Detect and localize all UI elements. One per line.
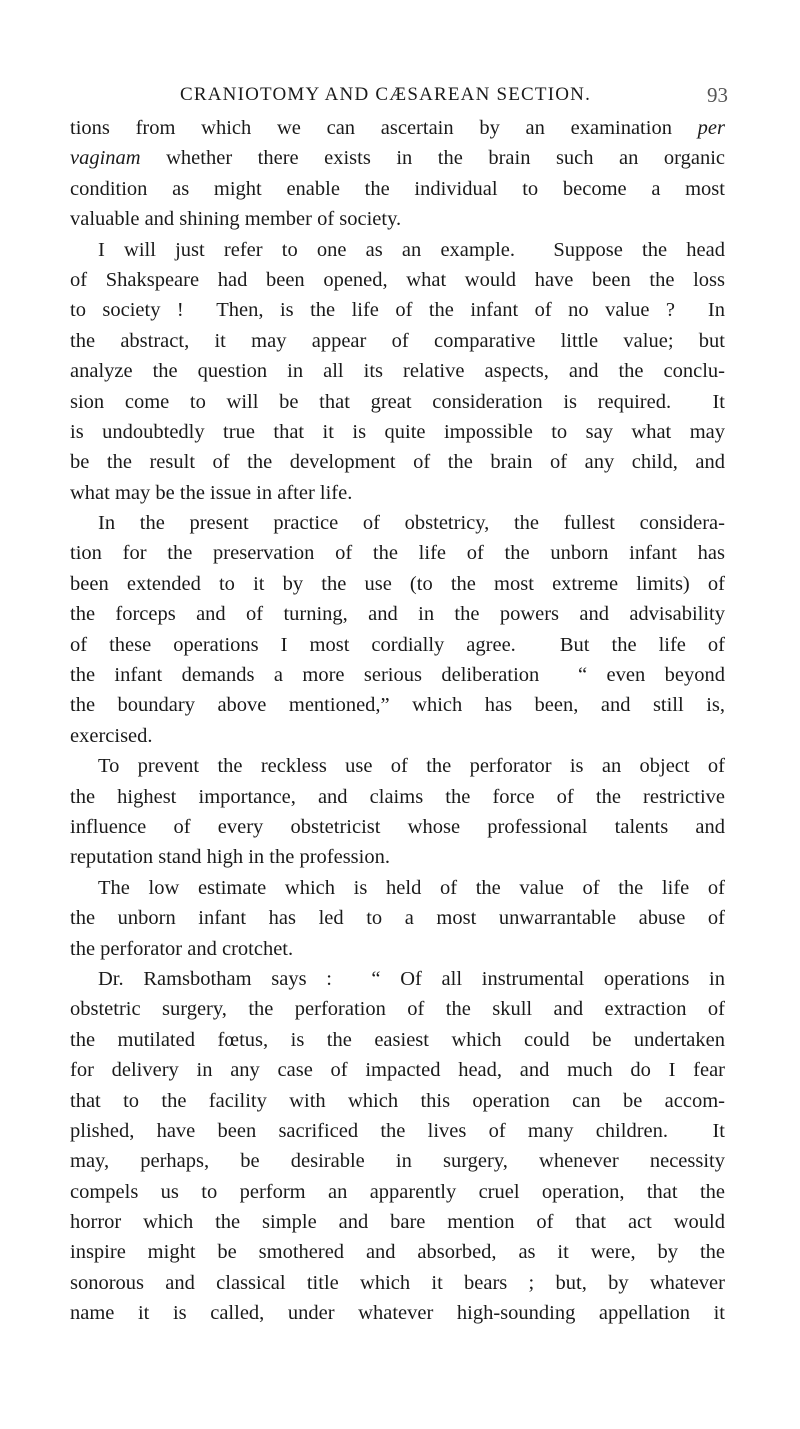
text-line	[70, 538, 725, 568]
text-line	[70, 447, 725, 477]
text-segment: obstetric surgery, the perforation of the skull and extraction of	[70, 998, 725, 1021]
text-segment: condition as might enable the individual to become a most	[70, 177, 725, 200]
text-segment: analyze the question in all its relative aspects, and the conclu-	[70, 360, 725, 383]
text-line	[70, 1207, 725, 1237]
text-segment: of these operations I most cordially agree. But the life of	[70, 633, 725, 656]
text-segment: To prevent the reckless use of the perforator is an object of	[98, 755, 725, 778]
running-head	[0, 80, 800, 110]
text-line	[70, 417, 725, 447]
text-line	[70, 387, 725, 417]
text-segment: In the present practice of obstetricy, the fullest considera-	[98, 512, 725, 535]
text-line	[70, 174, 725, 204]
text-segment: the highest importance, and claims the force of the restrictive	[70, 785, 725, 808]
text-line	[70, 235, 725, 265]
text-segment: the mutilated fœtus, is the easiest which could be undertaken	[70, 1028, 725, 1051]
text-segment: may, perhaps, be desirable in surgery, whenever necessity	[70, 1150, 725, 1173]
text-line	[70, 326, 725, 356]
text-segment: the abstract, it may appear of comparative little value; but	[70, 329, 725, 352]
text-segment: the boundary above mentioned,” which has been, and still is,	[70, 694, 725, 717]
text-segment: tions from which we can ascertain by an examination	[70, 117, 698, 139]
text-segment: the perforator and crotchet.	[70, 937, 294, 960]
italic-text: vaginam	[70, 147, 141, 170]
text-line	[70, 569, 725, 599]
text-segment: is undoubtedly true that it is quite impossible to say what may	[70, 420, 725, 443]
text-segment: the forceps and of turning, and in the powers and advisability	[70, 603, 725, 626]
text-segment: that to the facility with which this operation can be accom-	[70, 1089, 725, 1112]
text-line	[70, 295, 725, 325]
text-segment: whether there exists in the brain such an organic	[140, 147, 725, 170]
text-line	[70, 812, 725, 842]
text-line	[70, 751, 725, 781]
page-number: 93	[707, 83, 728, 107]
text-segment: the unborn infant has led to a most unwarrantable abuse of	[70, 907, 725, 930]
text-segment: plished, have been sacrificed the lives of many children. It	[70, 1119, 725, 1142]
text-segment: I will just refer to one as an example. Suppose the head	[98, 238, 725, 261]
text-line	[70, 356, 725, 386]
text-line	[70, 599, 725, 629]
text-line	[70, 903, 725, 933]
text-line	[70, 143, 725, 173]
text-line	[70, 873, 725, 903]
text-segment: to society ! Then, is the life of the infant of no value ? In	[70, 299, 725, 322]
italic-text: per	[697, 117, 725, 139]
text-line	[70, 690, 725, 720]
text-segment: The low estimate which is held of the value of the life of	[98, 876, 725, 899]
text-segment: tion for the preservation of the life of the unborn infant has	[70, 542, 725, 565]
text-line	[70, 204, 725, 234]
text-segment: Dr. Ramsbotham says : “ Of all instrumental operations in	[98, 967, 725, 990]
text-segment: what may be the issue in after life.	[70, 481, 353, 504]
text-segment: the infant demands a more serious deliberation “ even beyond	[70, 664, 725, 687]
text-line	[70, 1116, 725, 1146]
text-line	[70, 1177, 725, 1207]
text-line	[70, 1055, 725, 1085]
text-segment: sonorous and classical title which it bears ; but, by whatever	[70, 1271, 725, 1294]
text-segment: of Shakspeare had been opened, what would have been the loss	[70, 268, 725, 291]
text-segment: for delivery in any case of impacted head, and much do I fear	[70, 1059, 725, 1082]
text-line	[70, 660, 725, 690]
text-segment: name it is called, under whatever high-sounding appellation it	[70, 1302, 725, 1325]
text-segment: horror which the simple and bare mention of that act would	[70, 1211, 725, 1234]
text-segment: influence of every obstetricist whose professional talents and	[70, 815, 725, 838]
text-line	[70, 994, 725, 1024]
text-line	[70, 964, 725, 994]
text-line	[70, 721, 725, 751]
text-segment: valuable and shining member of society.	[70, 208, 402, 231]
text-line	[70, 1237, 725, 1267]
text-segment: compels us to perform an apparently cruel operation, that the	[70, 1180, 725, 1203]
text-segment: be the result of the development of the brain of any child, and	[70, 451, 725, 474]
running-title: CRANIOTOMY AND CÆSAREAN SECTION.	[180, 84, 592, 105]
text-line	[70, 265, 725, 295]
text-segment: exercised.	[70, 724, 153, 747]
text-line	[70, 934, 725, 964]
text-line	[70, 1298, 725, 1328]
text-segment: sion come to will be that great consideration is required. It	[70, 390, 725, 413]
text-segment: inspire might be smothered and absorbed, as it were, by the	[70, 1241, 725, 1264]
text-line	[70, 1086, 725, 1116]
text-segment: reputation stand high in the profession.	[70, 846, 390, 869]
text-line	[70, 782, 725, 812]
text-line	[70, 113, 725, 143]
body-text	[70, 113, 725, 1329]
text-line	[70, 1268, 725, 1298]
text-line	[70, 630, 725, 660]
text-segment: been extended to it by the use (to the most extreme limits) of	[70, 572, 725, 595]
text-line	[70, 1025, 725, 1055]
text-line	[70, 508, 725, 538]
text-line	[70, 478, 725, 508]
text-line	[70, 1146, 725, 1176]
text-line	[70, 842, 725, 872]
